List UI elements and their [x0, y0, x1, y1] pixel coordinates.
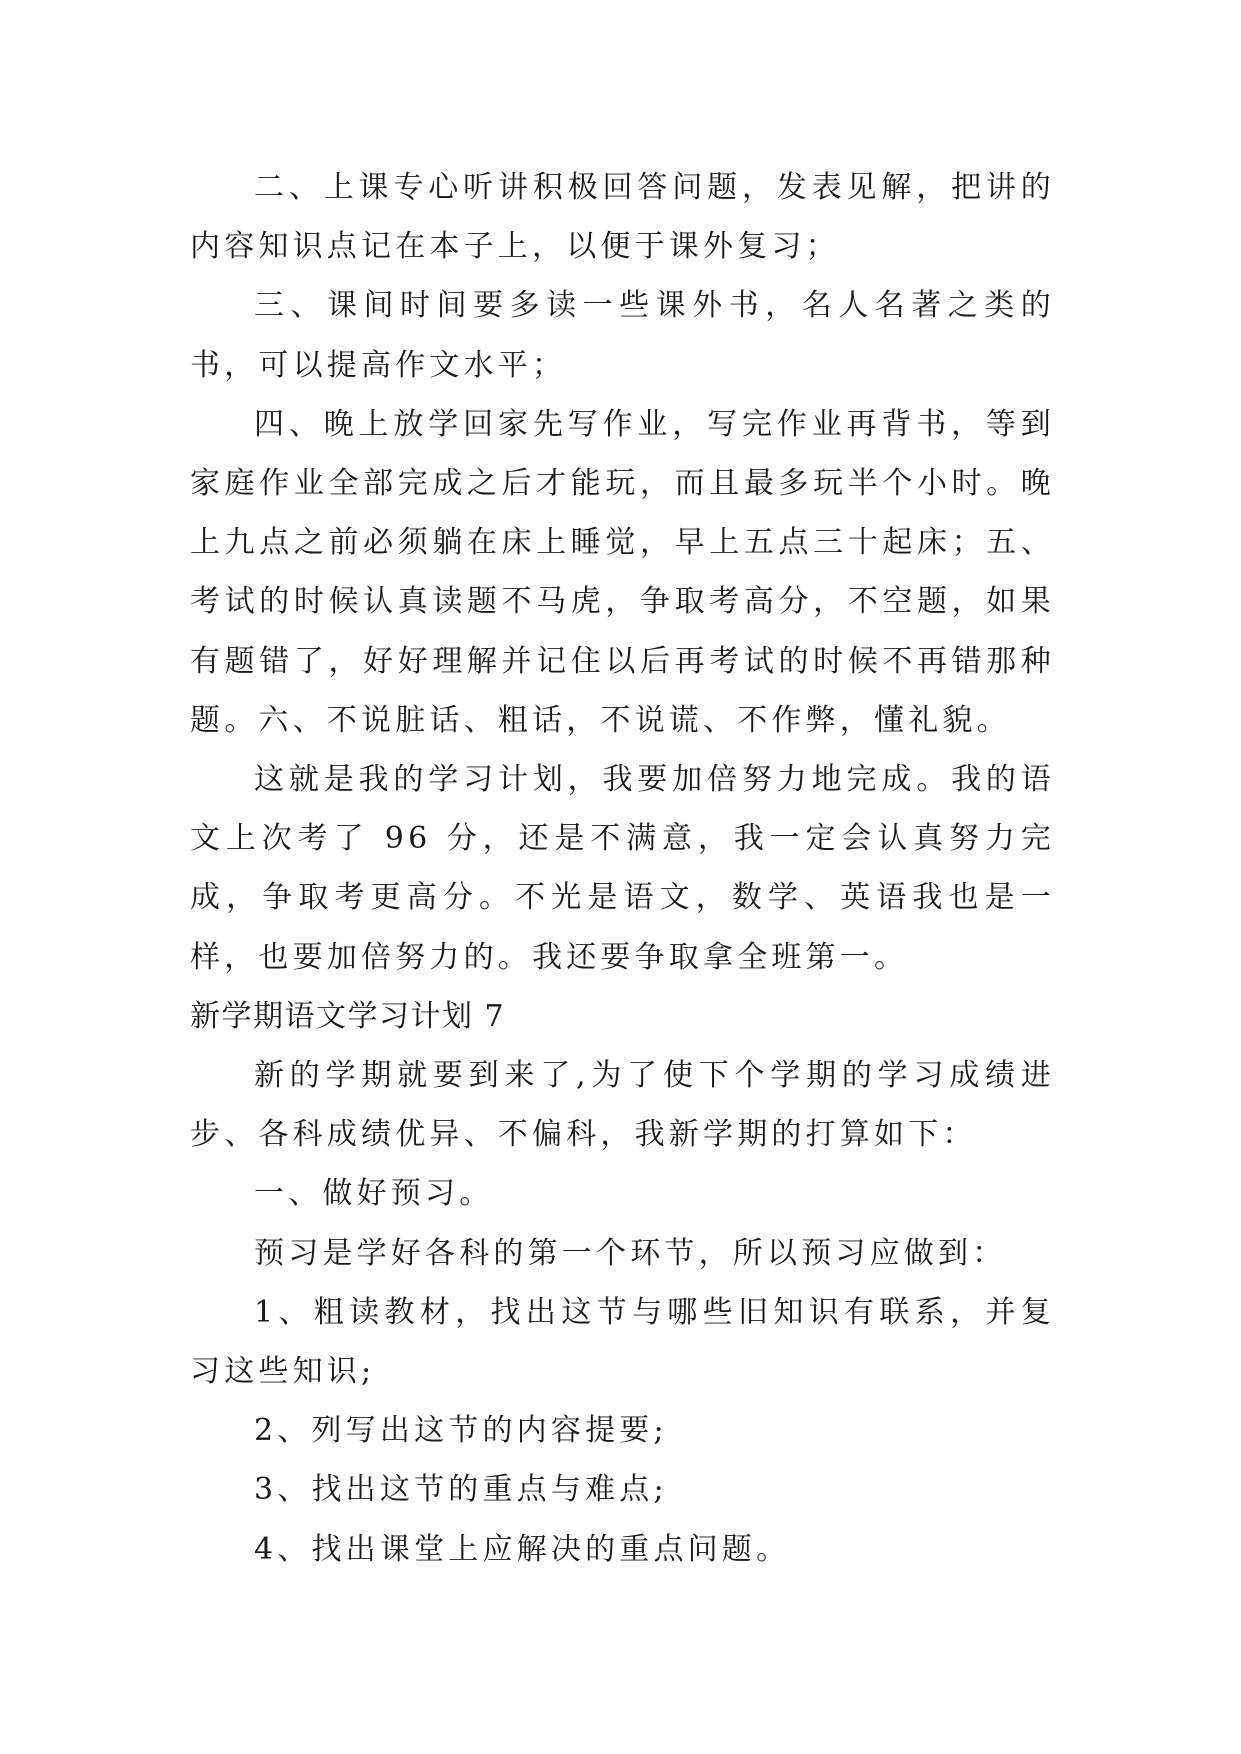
paragraph-study-items-4-6: 四、晚上放学回家先写作业，写完作业再背书，等到家庭作业全部完成之后才能玩，而且最多玩半个小时。晚上九点之前必须躺在床上睡觉，早上五点三十起床；五、考试的时候认真读题不马虎，争取考高分，不空题，如果有题错了，好好理解并记住以后再考试的时候不再错那种题。六、不说脏话、粗话，不说谎、不作弊，懂礼貌。	[190, 406, 1055, 738]
paragraph-preview-heading: 一、做好预习。	[254, 1176, 494, 1212]
document-body	[190, 158, 1055, 1579]
list-item-2: 2、列写出这节的内容提要;	[254, 1413, 668, 1449]
paragraph-study-item-2: 二、上课专心听讲积极回答问题，发表见解，把讲的内容知识点记在本子上，以便于课外复习；	[190, 170, 1055, 265]
paragraph-preview-lead: 预习是学好各科的第一个环节，所以预习应做到：	[254, 1235, 1007, 1271]
list-item-3: 3、找出这节的重点与难点;	[254, 1472, 668, 1508]
list-item-1: 1、粗读教材，找出这节与哪些旧知识有联系，并复习这些知识;	[190, 1294, 1055, 1390]
list-item-4: 4、找出课堂上应解决的重点问题。	[254, 1531, 791, 1567]
paragraph-study-item-3: 三、课间时间要多读一些课外书，名人名著之类的书，可以提高作文水平；	[190, 288, 1055, 383]
section-title: 新学期语文学习计划 7	[190, 998, 506, 1034]
paragraph-conclusion: 这就是我的学习计划，我要加倍努力地完成。我的语文上次考了 96 分，还是不满意，我一定会认真努力完成，争取考更高分。不光是语文，数学、英语我也是一样，也要加倍努力的。我还要争取拿全班第一。	[190, 762, 1055, 975]
paragraph-intro: 新的学期就要到来了,为了使下个学期的学习成绩进步、各科成绩优异、不偏科，我新学期的打算如下：	[190, 1058, 1055, 1153]
